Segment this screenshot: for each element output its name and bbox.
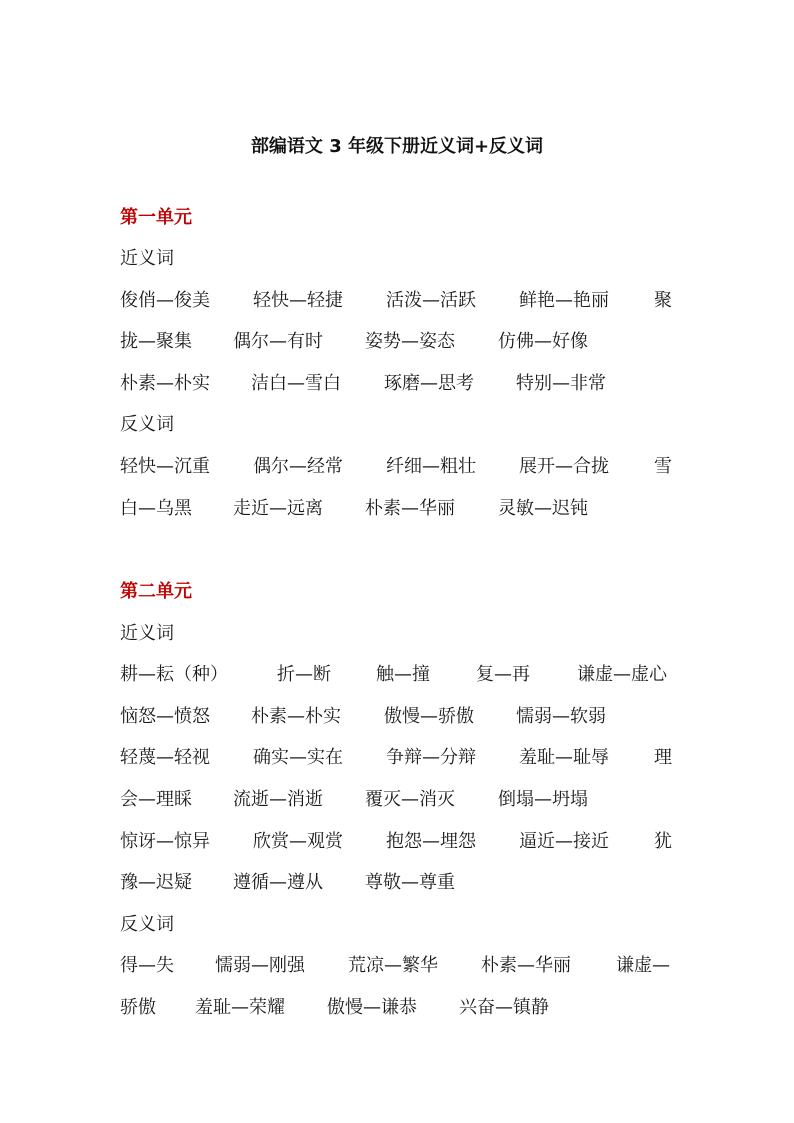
word-pair: 惊讶—惊异 xyxy=(120,831,210,852)
word-pair: 姿势—姿态 xyxy=(365,331,455,352)
word-pair: 争辩—分辩 xyxy=(386,747,476,768)
word-pair: 兴奋—镇静 xyxy=(459,997,549,1018)
word-pair: 遵循—遵从 xyxy=(233,872,323,893)
word-pair: 逼近—接近 xyxy=(519,831,609,852)
unit-1-heading: 第一单元 xyxy=(120,207,192,228)
word-pair: 谦虚— xyxy=(616,955,670,976)
word-pair: 确实—实在 xyxy=(253,747,343,768)
unit-1-antonyms-label: 反义词 xyxy=(120,414,174,435)
word-pair: 得—失 xyxy=(120,955,174,976)
word-pair: 聚 xyxy=(654,290,672,311)
word-pair: 展开—合拢 xyxy=(519,456,609,477)
unit-2-synonyms-label: 近义词 xyxy=(120,623,174,644)
word-pair: 豫—迟疑 xyxy=(120,872,192,893)
word-pair: 懦弱—刚强 xyxy=(215,955,305,976)
word-pair: 琢磨—思考 xyxy=(384,373,474,394)
word-pair: 欣赏—观赏 xyxy=(253,831,343,852)
word-pair: 灵敏—迟钝 xyxy=(498,498,588,519)
word-pair: 犹 xyxy=(654,831,672,852)
word-pair: 拢—聚集 xyxy=(120,331,192,352)
word-pair: 纤细—粗壮 xyxy=(386,456,476,477)
word-pair: 白—乌黑 xyxy=(120,498,192,519)
word-pair: 雪 xyxy=(654,456,672,477)
unit-1-synonyms-label: 近义词 xyxy=(120,248,174,269)
word-pair: 复—再 xyxy=(476,664,530,685)
word-pair: 朴素—朴实 xyxy=(251,706,341,727)
word-pair: 折—断 xyxy=(277,664,331,685)
word-pair: 仿佛—好像 xyxy=(498,331,588,352)
word-pair: 朴素—华丽 xyxy=(481,955,571,976)
page-title: 部编语文 3 年级下册近义词+反义词 xyxy=(250,136,544,157)
word-pair: 抱怨—埋怨 xyxy=(386,831,476,852)
word-pair: 骄傲 xyxy=(120,997,156,1018)
word-pair: 傲慢—谦恭 xyxy=(327,997,417,1018)
word-pair: 覆灭—消灭 xyxy=(365,789,455,810)
word-pair: 活泼—活跃 xyxy=(386,290,476,311)
word-pair: 荒凉—繁华 xyxy=(348,955,438,976)
word-pair: 轻快—轻捷 xyxy=(253,290,343,311)
word-pair: 洁白—雪白 xyxy=(251,373,341,394)
word-pair: 流逝—消逝 xyxy=(233,789,323,810)
word-pair: 倒塌—坍塌 xyxy=(498,789,588,810)
word-pair: 恼怒—愤怒 xyxy=(120,706,210,727)
word-pair: 尊敬—尊重 xyxy=(365,872,455,893)
word-pair: 羞耻—荣耀 xyxy=(195,997,285,1018)
word-pair: 特别—非常 xyxy=(516,373,606,394)
word-pair: 理 xyxy=(654,747,672,768)
word-pair: 轻快—沉重 xyxy=(120,456,210,477)
word-pair: 偶尔—经常 xyxy=(253,456,343,477)
word-pair: 偶尔—有时 xyxy=(233,331,323,352)
word-pair: 傲慢—骄傲 xyxy=(384,706,474,727)
word-pair: 鲜艳—艳丽 xyxy=(519,290,609,311)
word-pair: 走近—远离 xyxy=(233,498,323,519)
word-pair: 触—撞 xyxy=(376,664,430,685)
word-pair: 轻蔑—轻视 xyxy=(120,747,210,768)
word-pair: 会—理睬 xyxy=(120,789,192,810)
unit-2-heading: 第二单元 xyxy=(120,581,192,602)
word-pair: 俊俏—俊美 xyxy=(120,290,210,311)
word-pair: 朴素—朴实 xyxy=(120,373,210,394)
word-pair: 羞耻—耻辱 xyxy=(519,747,609,768)
word-pair: 谦虚—虚心 xyxy=(577,664,667,685)
unit-2-antonyms-label: 反义词 xyxy=(120,914,174,935)
word-pair: 朴素—华丽 xyxy=(365,498,455,519)
word-pair: 懦弱—软弱 xyxy=(516,706,606,727)
word-pair: 耕—耘（种） xyxy=(120,664,228,685)
